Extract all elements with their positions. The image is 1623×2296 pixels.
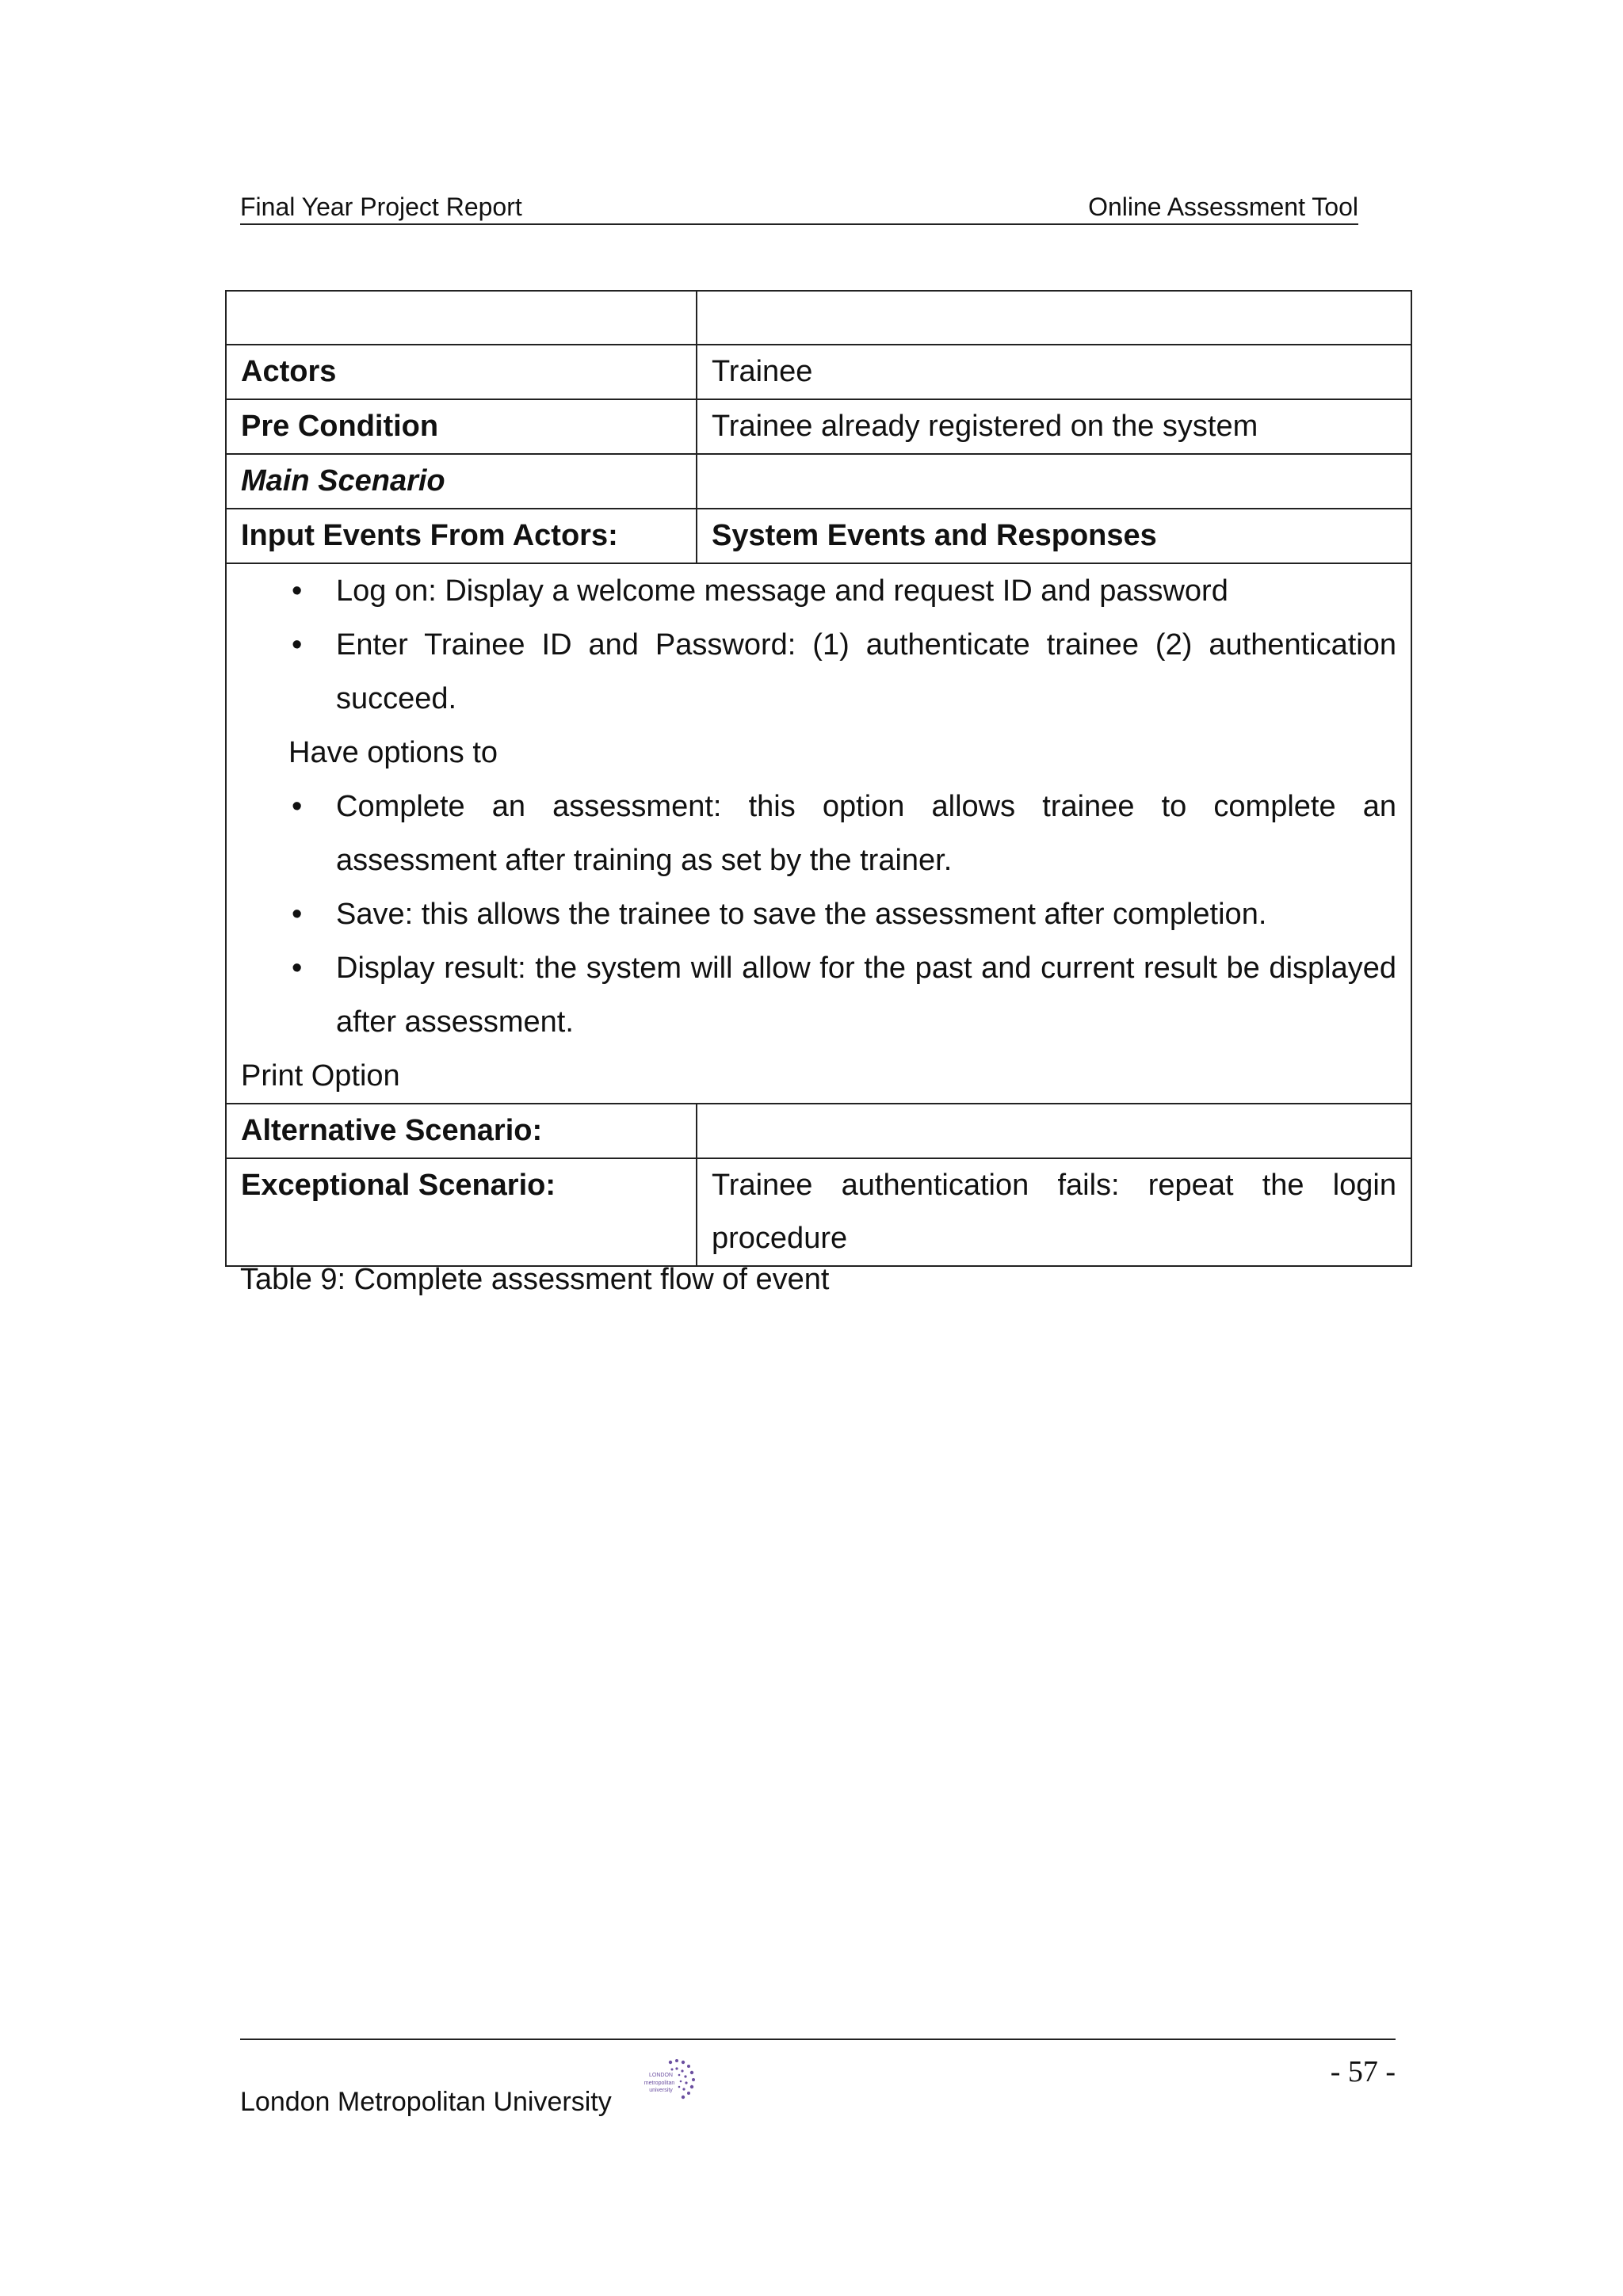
bullet-icon: • <box>292 790 303 823</box>
flow-of-events-table <box>225 290 1412 1267</box>
list-item <box>227 941 1411 1049</box>
exceptional-value: Trainee authentication fails: repeat the login procedure <box>697 1158 1411 1266</box>
main-scenario-label: Main Scenario <box>226 454 697 509</box>
actors-label: Actors <box>226 345 697 399</box>
table-cell <box>697 454 1411 509</box>
table-row-actors <box>226 345 1411 399</box>
exceptional-label: Exceptional Scenario: <box>226 1158 697 1266</box>
table-row-alternative <box>226 1104 1411 1158</box>
flow-item-text: Display result: the system will allow for the past and current result be displayed after assessment. <box>336 952 1396 1039</box>
actors-value: Trainee <box>697 345 1411 399</box>
flow-list <box>227 564 1411 726</box>
flow-item-text: Log on: Display a welcome message and request ID and password <box>336 574 1228 608</box>
table-cell <box>226 291 697 345</box>
flow-cell <box>226 563 1411 1104</box>
list-item <box>227 618 1411 726</box>
university-logo-icon <box>621 2058 701 2108</box>
table-row-empty <box>226 291 1411 345</box>
list-item <box>227 887 1411 941</box>
print-option: Print Option <box>241 1059 400 1093</box>
options-intro: Have options to <box>288 736 498 769</box>
precondition-value: Trainee already registered on the system <box>697 399 1411 454</box>
table-row-flow <box>226 563 1411 1104</box>
svg-text:LONDON: LONDON <box>649 2073 673 2078</box>
flow-item-text: Enter Trainee ID and Password: (1) authenticate trainee (2) authentication succeed. <box>336 628 1396 715</box>
svg-text:university: university <box>649 2088 673 2093</box>
flow-item-text: Save: this allows the trainee to save the assessment after completion. <box>336 898 1267 931</box>
bullet-icon: • <box>292 898 303 931</box>
flow-item-text: Complete an assessment: this option allows trainee to complete an assessment after training as set by the trainer. <box>336 790 1396 877</box>
table-cell <box>697 291 1411 345</box>
bullet-icon: • <box>292 628 303 662</box>
page-header <box>240 192 1358 225</box>
header-title-right: Online Assessment Tool <box>1088 193 1358 221</box>
precondition-label: Pre Condition <box>226 399 697 454</box>
footer-university: London Metropolitan University <box>240 2087 612 2117</box>
page-number: - 57 - <box>1330 2055 1396 2088</box>
table-row-exceptional <box>226 1158 1411 1266</box>
footer-divider <box>240 2039 1396 2040</box>
table-row-precondition <box>226 399 1411 454</box>
header-title-left: Final Year Project Report <box>240 193 522 221</box>
bullet-icon: • <box>292 574 303 608</box>
table-caption: Table 9: Complete assessment flow of event <box>240 1263 830 1296</box>
input-events-label: Input Events From Actors: <box>226 509 697 563</box>
list-item <box>227 564 1411 618</box>
svg-text:metropolitan: metropolitan <box>643 2081 675 2086</box>
table-row-events-header <box>226 509 1411 563</box>
table-row-main-scenario <box>226 454 1411 509</box>
list-item <box>227 780 1411 887</box>
system-events-label: System Events and Responses <box>697 509 1411 563</box>
bullet-icon: • <box>292 952 303 985</box>
options-list <box>227 780 1411 1049</box>
alternative-label: Alternative Scenario: <box>226 1104 697 1158</box>
table-cell <box>697 1104 1411 1158</box>
